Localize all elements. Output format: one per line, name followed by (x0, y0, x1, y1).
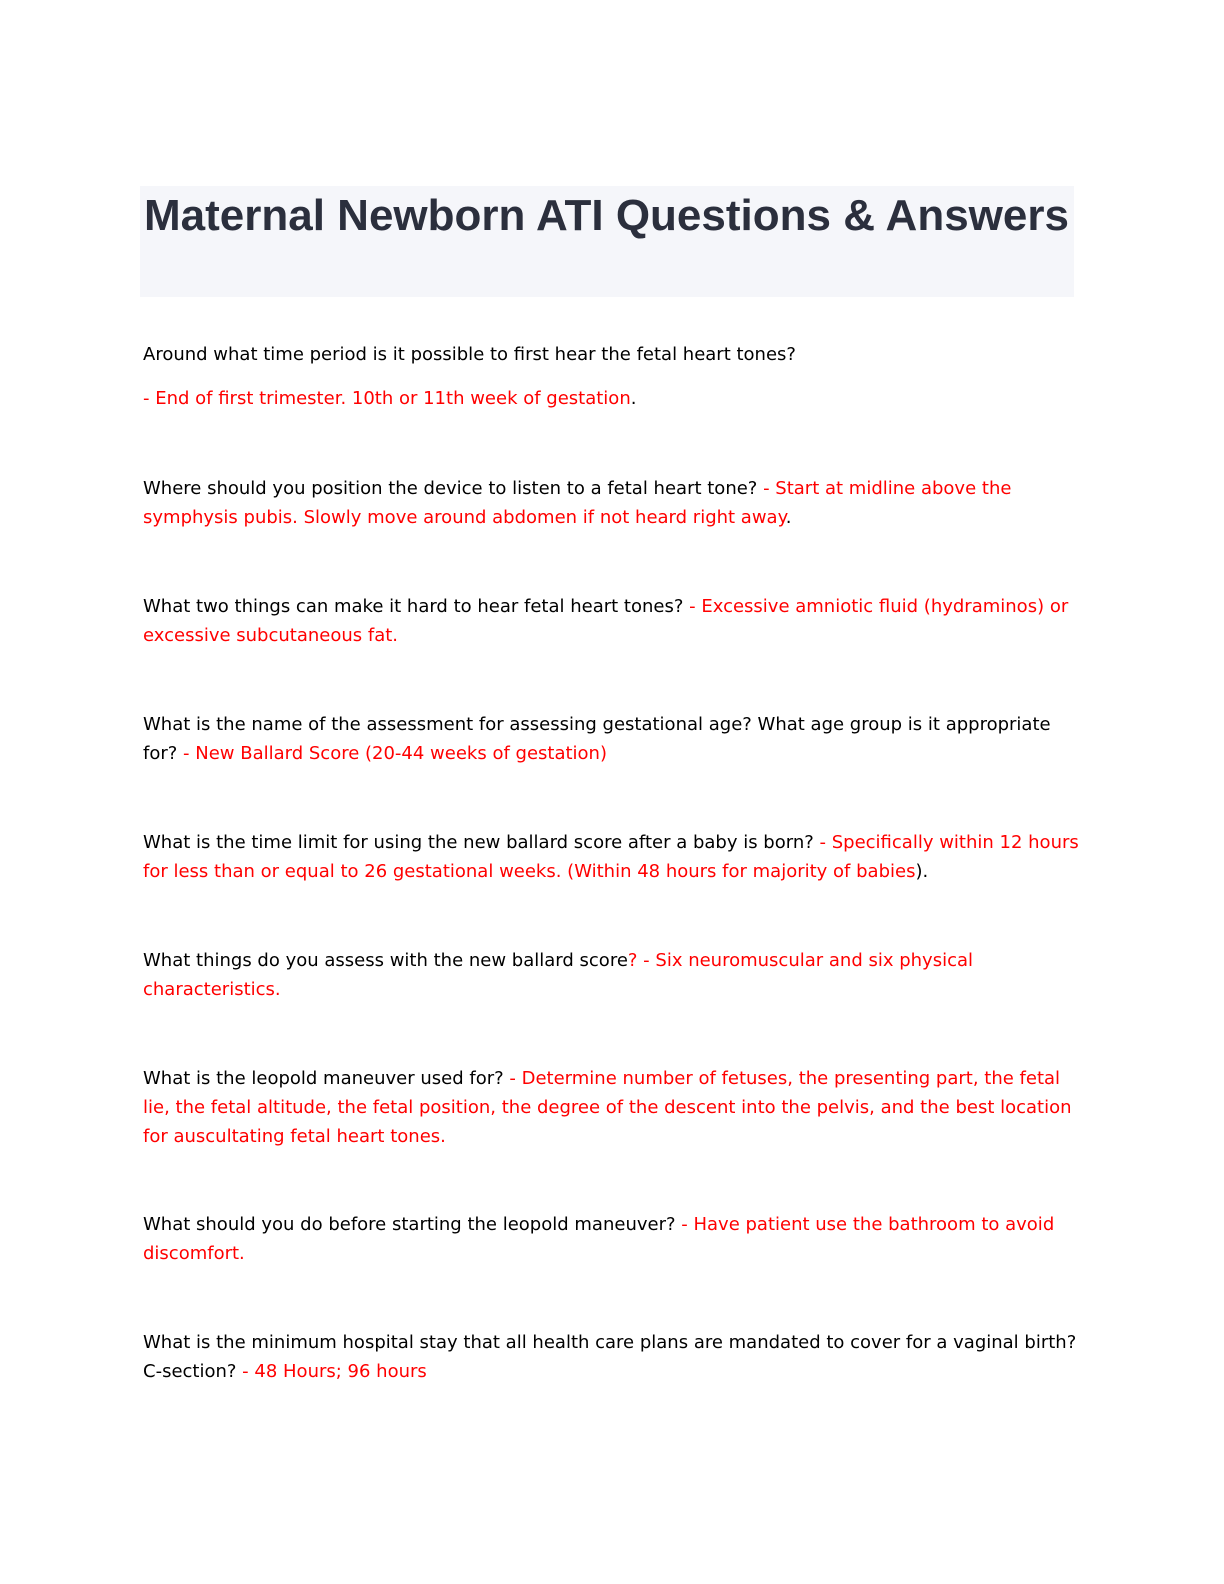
answer-text: - Excessive amniotic fluid (hydraminos) or excessive subcutaneous fat. (143, 596, 1069, 646)
answer-tail: . (785, 507, 792, 528)
question-text: What is the name of the assessment for assessing gestational age? What age group is it appropriate for? (143, 714, 1051, 764)
answer-text: - End of first trimester. 10th or 11th week of gestation (143, 388, 631, 409)
document-title: Maternal Newborn ATI Questions & Answers (144, 191, 1069, 240)
question-text: What two things can make it hard to hear fetal heart tones? (143, 596, 690, 617)
question-text: Where should you position the device to listen to a fetal heart tone? (143, 478, 764, 499)
question-text: What should you do before starting the leopold maneuver? (143, 1214, 682, 1235)
qa-item-7 (143, 1064, 1083, 1151)
answer-tail: . (630, 388, 637, 409)
qa-answer-1 (143, 384, 1083, 413)
qa-item-5 (143, 828, 1083, 886)
answer-text: - New Ballard Score (20-44 weeks of gestation) (183, 743, 607, 764)
qa-item-8 (143, 1210, 1083, 1268)
answer-text: ? - Six neuromuscular and six physical characteristics. (143, 950, 974, 1000)
question-text: What is the leopold maneuver used for? (143, 1068, 510, 1089)
question-text: Around what time period is it possible to first hear the fetal heart tones? (143, 344, 796, 365)
question-text: What is the minimum hospital stay that all health care plans are mandated to cover for a vaginal birth? C-section? (143, 1332, 1077, 1382)
title-block (140, 186, 1074, 297)
answer-text: - Determine number of fetuses, the presenting part, the fetal lie, the fetal altitude, the fetal position, the degree of the descent into the pelvis, and the best location for auscultating fetal heart tones. (143, 1068, 1072, 1147)
question-text: What is the time limit for using the new ballard score after a baby is born? (143, 832, 820, 853)
answer-text: - 48 Hours; 96 hours (242, 1361, 427, 1382)
qa-item-9 (143, 1328, 1083, 1386)
answer-text: - Have patient use the bathroom to avoid discomfort. (143, 1214, 1055, 1264)
qa-item-2 (143, 474, 1083, 532)
qa-item-4 (143, 710, 1083, 768)
answer-text: - Start at midline above the symphysis pubis. Slowly move around abdomen if not heard right away (143, 478, 1012, 528)
qa-question-1 (143, 340, 1083, 369)
qa-item-6 (143, 946, 1083, 1004)
question-text: What things do you assess with the new ballard score (143, 950, 628, 971)
answer-tail: ). (915, 861, 929, 882)
qa-item-3 (143, 592, 1083, 650)
answer-text: - Specifically within 12 hours for less than or equal to 26 gestational weeks. (Within 48 hours for majority of babies (143, 832, 1079, 882)
